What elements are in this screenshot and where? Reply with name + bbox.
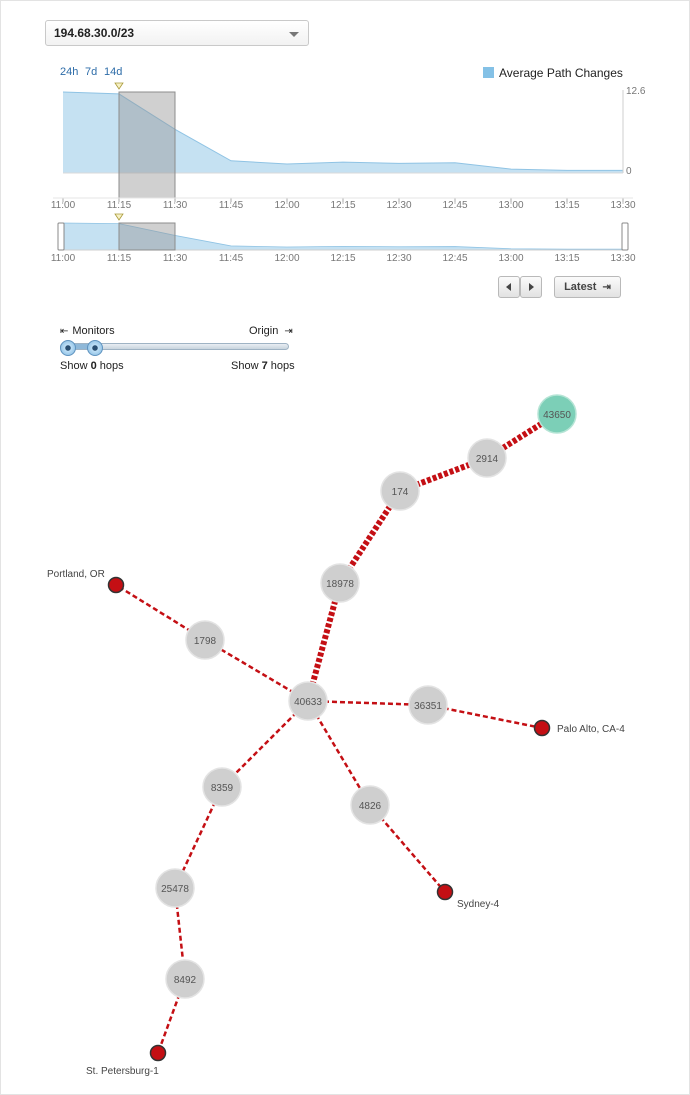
chevron-down-icon — [289, 32, 299, 37]
skip-to-end-icon: ⇥ — [602, 282, 611, 293]
skip-to-start-icon: ⇤ — [60, 326, 69, 337]
overview-marker-icon[interactable] — [115, 214, 123, 220]
latest-button[interactable] — [554, 276, 621, 298]
x-tick-label: 11:15 — [106, 200, 132, 211]
monitor-node[interactable] — [535, 721, 550, 736]
hops-slider-handle-left[interactable] — [60, 340, 76, 356]
arrow-left-icon — [505, 283, 513, 291]
range-14d-link[interactable]: 14d — [104, 66, 123, 78]
hops-slider-handle-right[interactable] — [87, 340, 103, 356]
monitor-label: St. Petersburg-1 — [86, 1066, 159, 1077]
range-handle-left[interactable] — [58, 223, 64, 250]
y-tick-min: 0 — [626, 166, 632, 177]
monitors-label: ⇤ Monitors — [60, 325, 115, 337]
monitor-node[interactable] — [151, 1046, 166, 1061]
x-tick-label: 11:00 — [50, 200, 76, 211]
arrow-right-icon — [527, 283, 535, 291]
prev-button[interactable] — [498, 276, 520, 298]
x-tick-label: 13:30 — [610, 200, 636, 211]
x-tick-label: 11:45 — [218, 200, 244, 211]
as-node-label: 40633 — [294, 697, 322, 708]
overview-x-tick-label: 13:30 — [610, 253, 636, 264]
show-left-hops: Show 0 hops — [60, 360, 124, 372]
overview-x-tick-label: 12:30 — [386, 253, 412, 264]
show-right-hops: Show 7 hops — [231, 360, 295, 372]
y-tick-max: 12.6 — [626, 86, 646, 97]
as-node-label: 174 — [391, 487, 409, 498]
as-node-label: 18978 — [326, 579, 354, 590]
x-tick-label: 12:45 — [442, 200, 468, 211]
chart-legend — [483, 66, 623, 80]
as-node-label: 8492 — [173, 975, 197, 986]
range-handle-right[interactable] — [622, 223, 628, 250]
as-node-label: 2914 — [475, 454, 499, 465]
monitor-label: Palo Alto, CA-4 — [557, 724, 625, 735]
skip-to-end-icon: ⇥ — [284, 326, 293, 337]
as-node-label: 1798 — [193, 636, 217, 647]
as-node-label: 36351 — [414, 701, 442, 712]
overview-chart[interactable] — [0, 212, 690, 262]
as-node-label: 8359 — [210, 783, 234, 794]
latest-label: Latest — [564, 281, 597, 293]
overview-x-tick-label: 11:00 — [50, 253, 76, 264]
selection-marker-icon[interactable] — [115, 83, 123, 89]
x-tick-label: 12:00 — [274, 200, 300, 211]
range-24h-link[interactable]: 24h — [60, 66, 79, 78]
legend-label: Average Path Changes — [499, 66, 623, 80]
selection-window[interactable] — [119, 92, 175, 198]
x-tick-label: 12:30 — [386, 200, 412, 211]
x-tick-label: 13:00 — [498, 200, 524, 211]
monitor-label: Portland, OR — [47, 569, 105, 580]
overview-x-tick-label: 12:00 — [274, 253, 300, 264]
range-7d-link[interactable]: 7d — [85, 66, 98, 78]
monitor-node[interactable] — [109, 578, 124, 593]
prefix-value: 194.68.30.0/23 — [54, 26, 135, 40]
overview-x-tick-label: 11:15 — [106, 253, 132, 264]
overview-x-tick-label: 11:45 — [218, 253, 244, 264]
overview-x-tick-label: 11:30 — [162, 253, 188, 264]
next-button[interactable] — [520, 276, 542, 298]
origin-label: Origin ⇥ — [249, 325, 293, 337]
x-tick-label: 11:30 — [162, 200, 188, 211]
monitor-node[interactable] — [438, 885, 453, 900]
x-tick-label: 12:15 — [330, 200, 356, 211]
prefix-dropdown[interactable] — [45, 20, 309, 46]
overview-selection[interactable] — [119, 223, 175, 250]
overview-x-tick-label: 13:15 — [554, 253, 580, 264]
overview-x-tick-label: 12:15 — [330, 253, 356, 264]
overview-x-tick-label: 13:00 — [498, 253, 524, 264]
overview-x-tick-label: 12:45 — [442, 253, 468, 264]
as-node-label: 4826 — [358, 801, 382, 812]
as-node-label: 43650 — [543, 410, 571, 421]
legend-swatch — [483, 67, 494, 78]
monitor-label: Sydney-4 — [457, 899, 500, 910]
x-tick-label: 13:15 — [554, 200, 580, 211]
as-path-graph[interactable] — [0, 375, 690, 1095]
as-node-label: 25478 — [161, 884, 189, 895]
